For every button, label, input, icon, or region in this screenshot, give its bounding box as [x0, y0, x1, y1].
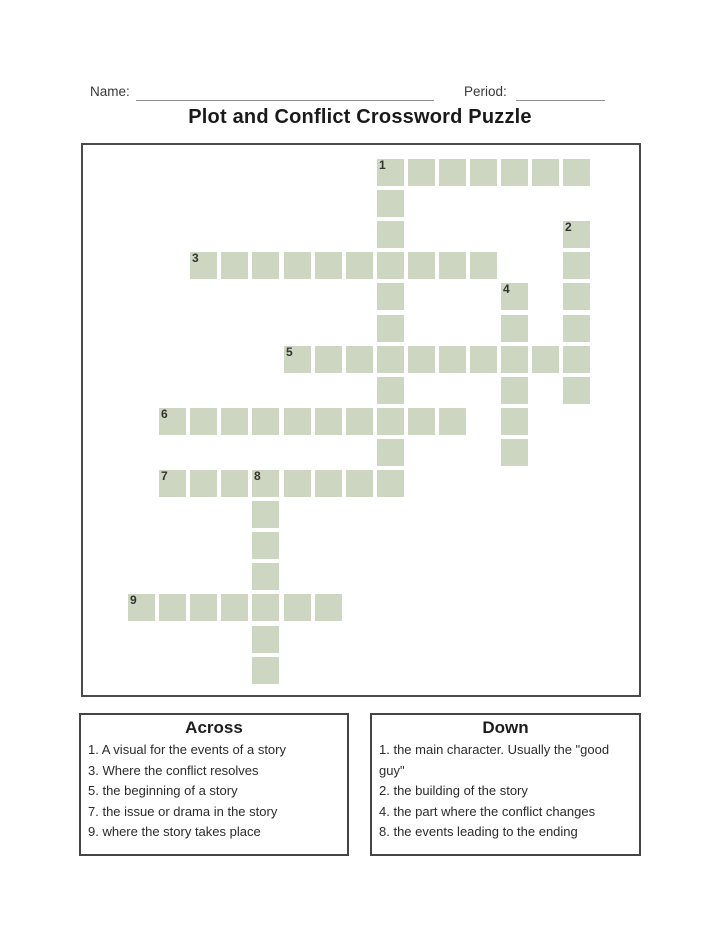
clue-item: 4. the part where the conflict changes — [379, 803, 596, 819]
across-clues-title: Across — [185, 718, 243, 737]
crossword-cell[interactable] — [501, 439, 528, 466]
across-clues-list — [81, 740, 347, 843]
crossword-cell[interactable] — [470, 346, 497, 373]
cell-number: 4 — [503, 282, 510, 296]
crossword-cell[interactable] — [501, 346, 528, 373]
crossword-cell[interactable] — [284, 252, 311, 279]
crossword-cell[interactable] — [252, 657, 279, 684]
crossword-cell[interactable] — [159, 594, 186, 621]
crossword-cell[interactable] — [190, 470, 217, 497]
crossword-cell[interactable] — [408, 346, 435, 373]
crossword-cell[interactable] — [532, 346, 559, 373]
crossword-cell[interactable] — [563, 159, 590, 186]
crossword-cell[interactable] — [501, 377, 528, 404]
crossword-cell[interactable] — [284, 470, 311, 497]
name-field-line[interactable] — [136, 100, 434, 101]
cell-number: 8 — [254, 469, 261, 483]
crossword-cell[interactable] — [439, 159, 466, 186]
crossword-cell[interactable] — [284, 408, 311, 435]
crossword-cell[interactable] — [377, 221, 404, 248]
crossword-cell[interactable] — [190, 408, 217, 435]
crossword-cell[interactable] — [346, 346, 373, 373]
crossword-cell[interactable] — [563, 221, 590, 248]
down-clues-box — [370, 713, 641, 856]
crossword-cell[interactable] — [563, 252, 590, 279]
period-field-line[interactable] — [516, 100, 605, 101]
crossword-cell[interactable] — [252, 532, 279, 559]
crossword-cell[interactable] — [439, 408, 466, 435]
crossword-grid — [81, 143, 641, 697]
cell-number: 2 — [565, 220, 572, 234]
crossword-cell[interactable] — [532, 159, 559, 186]
crossword-cell[interactable] — [252, 252, 279, 279]
crossword-cell[interactable] — [221, 408, 248, 435]
crossword-cell[interactable] — [563, 283, 590, 310]
crossword-cell[interactable] — [159, 408, 186, 435]
crossword-cell[interactable] — [501, 283, 528, 310]
crossword-cell[interactable] — [252, 408, 279, 435]
crossword-cell[interactable] — [377, 315, 404, 342]
crossword-cell[interactable] — [408, 408, 435, 435]
crossword-cell[interactable] — [377, 283, 404, 310]
cell-number: 3 — [192, 251, 199, 265]
crossword-cell[interactable] — [563, 377, 590, 404]
crossword-cell[interactable] — [221, 252, 248, 279]
crossword-cell[interactable] — [315, 408, 342, 435]
crossword-cell[interactable] — [501, 159, 528, 186]
crossword-cell[interactable] — [563, 315, 590, 342]
crossword-cell[interactable] — [377, 252, 404, 279]
cell-number: 1 — [379, 158, 386, 172]
crossword-cell[interactable] — [377, 346, 404, 373]
crossword-cell[interactable] — [252, 594, 279, 621]
name-label: Name: — [90, 84, 130, 99]
clue-item: 1. A visual for the events of a story — [88, 742, 286, 757]
crossword-cell[interactable] — [563, 346, 590, 373]
down-clues-list — [372, 740, 639, 843]
crossword-cell[interactable] — [408, 159, 435, 186]
period-label: Period: — [464, 84, 507, 99]
clue-item: 9. where the story takes place — [88, 824, 261, 839]
crossword-cell[interactable] — [377, 190, 404, 217]
clue-item: 2. the building of the story — [379, 783, 528, 798]
crossword-cell[interactable] — [470, 252, 497, 279]
crossword-cell[interactable] — [252, 563, 279, 590]
crossword-cell[interactable] — [346, 252, 373, 279]
crossword-cell[interactable] — [470, 159, 497, 186]
crossword-cell[interactable] — [439, 346, 466, 373]
crossword-cell[interactable] — [315, 346, 342, 373]
crossword-cell[interactable] — [377, 377, 404, 404]
across-clues-box — [79, 713, 349, 856]
crossword-cell[interactable] — [377, 408, 404, 435]
clue-item: 3. Where the conflict resolves — [88, 762, 259, 778]
clue-item: 7. the issue or drama in the story — [88, 803, 278, 819]
crossword-cell[interactable] — [252, 470, 279, 497]
crossword-cell[interactable] — [284, 594, 311, 621]
crossword-cell[interactable] — [221, 470, 248, 497]
crossword-cell[interactable] — [190, 252, 217, 279]
cell-number: 5 — [286, 345, 293, 359]
clue-item: 5. the beginning of a story — [88, 783, 238, 798]
clue-item: 1. the main character. Usually the "good guy" — [379, 742, 610, 778]
cell-number: 7 — [161, 469, 168, 483]
cell-number: 6 — [161, 407, 168, 421]
crossword-cell[interactable] — [190, 594, 217, 621]
clue-item: 8. the events leading to the ending — [379, 824, 578, 839]
crossword-cell[interactable] — [315, 470, 342, 497]
crossword-cell[interactable] — [159, 470, 186, 497]
crossword-cell[interactable] — [377, 159, 404, 186]
crossword-cell[interactable] — [284, 346, 311, 373]
cell-number: 9 — [130, 593, 137, 607]
down-clues-title: Down — [482, 718, 529, 737]
crossword-cell[interactable] — [221, 594, 248, 621]
crossword-cell[interactable] — [501, 408, 528, 435]
crossword-cell[interactable] — [439, 252, 466, 279]
crossword-cell[interactable] — [315, 252, 342, 279]
crossword-cell[interactable] — [346, 470, 373, 497]
page-title: Plot and Conflict Crossword Puzzle — [188, 106, 532, 128]
crossword-cell[interactable] — [408, 252, 435, 279]
crossword-cell[interactable] — [501, 315, 528, 342]
crossword-cell[interactable] — [315, 594, 342, 621]
crossword-cell[interactable] — [346, 408, 373, 435]
crossword-cell[interactable] — [252, 626, 279, 653]
crossword-cell[interactable] — [377, 470, 404, 497]
crossword-cell[interactable] — [252, 501, 279, 528]
crossword-cell[interactable] — [377, 439, 404, 466]
crossword-cell[interactable] — [128, 594, 155, 621]
